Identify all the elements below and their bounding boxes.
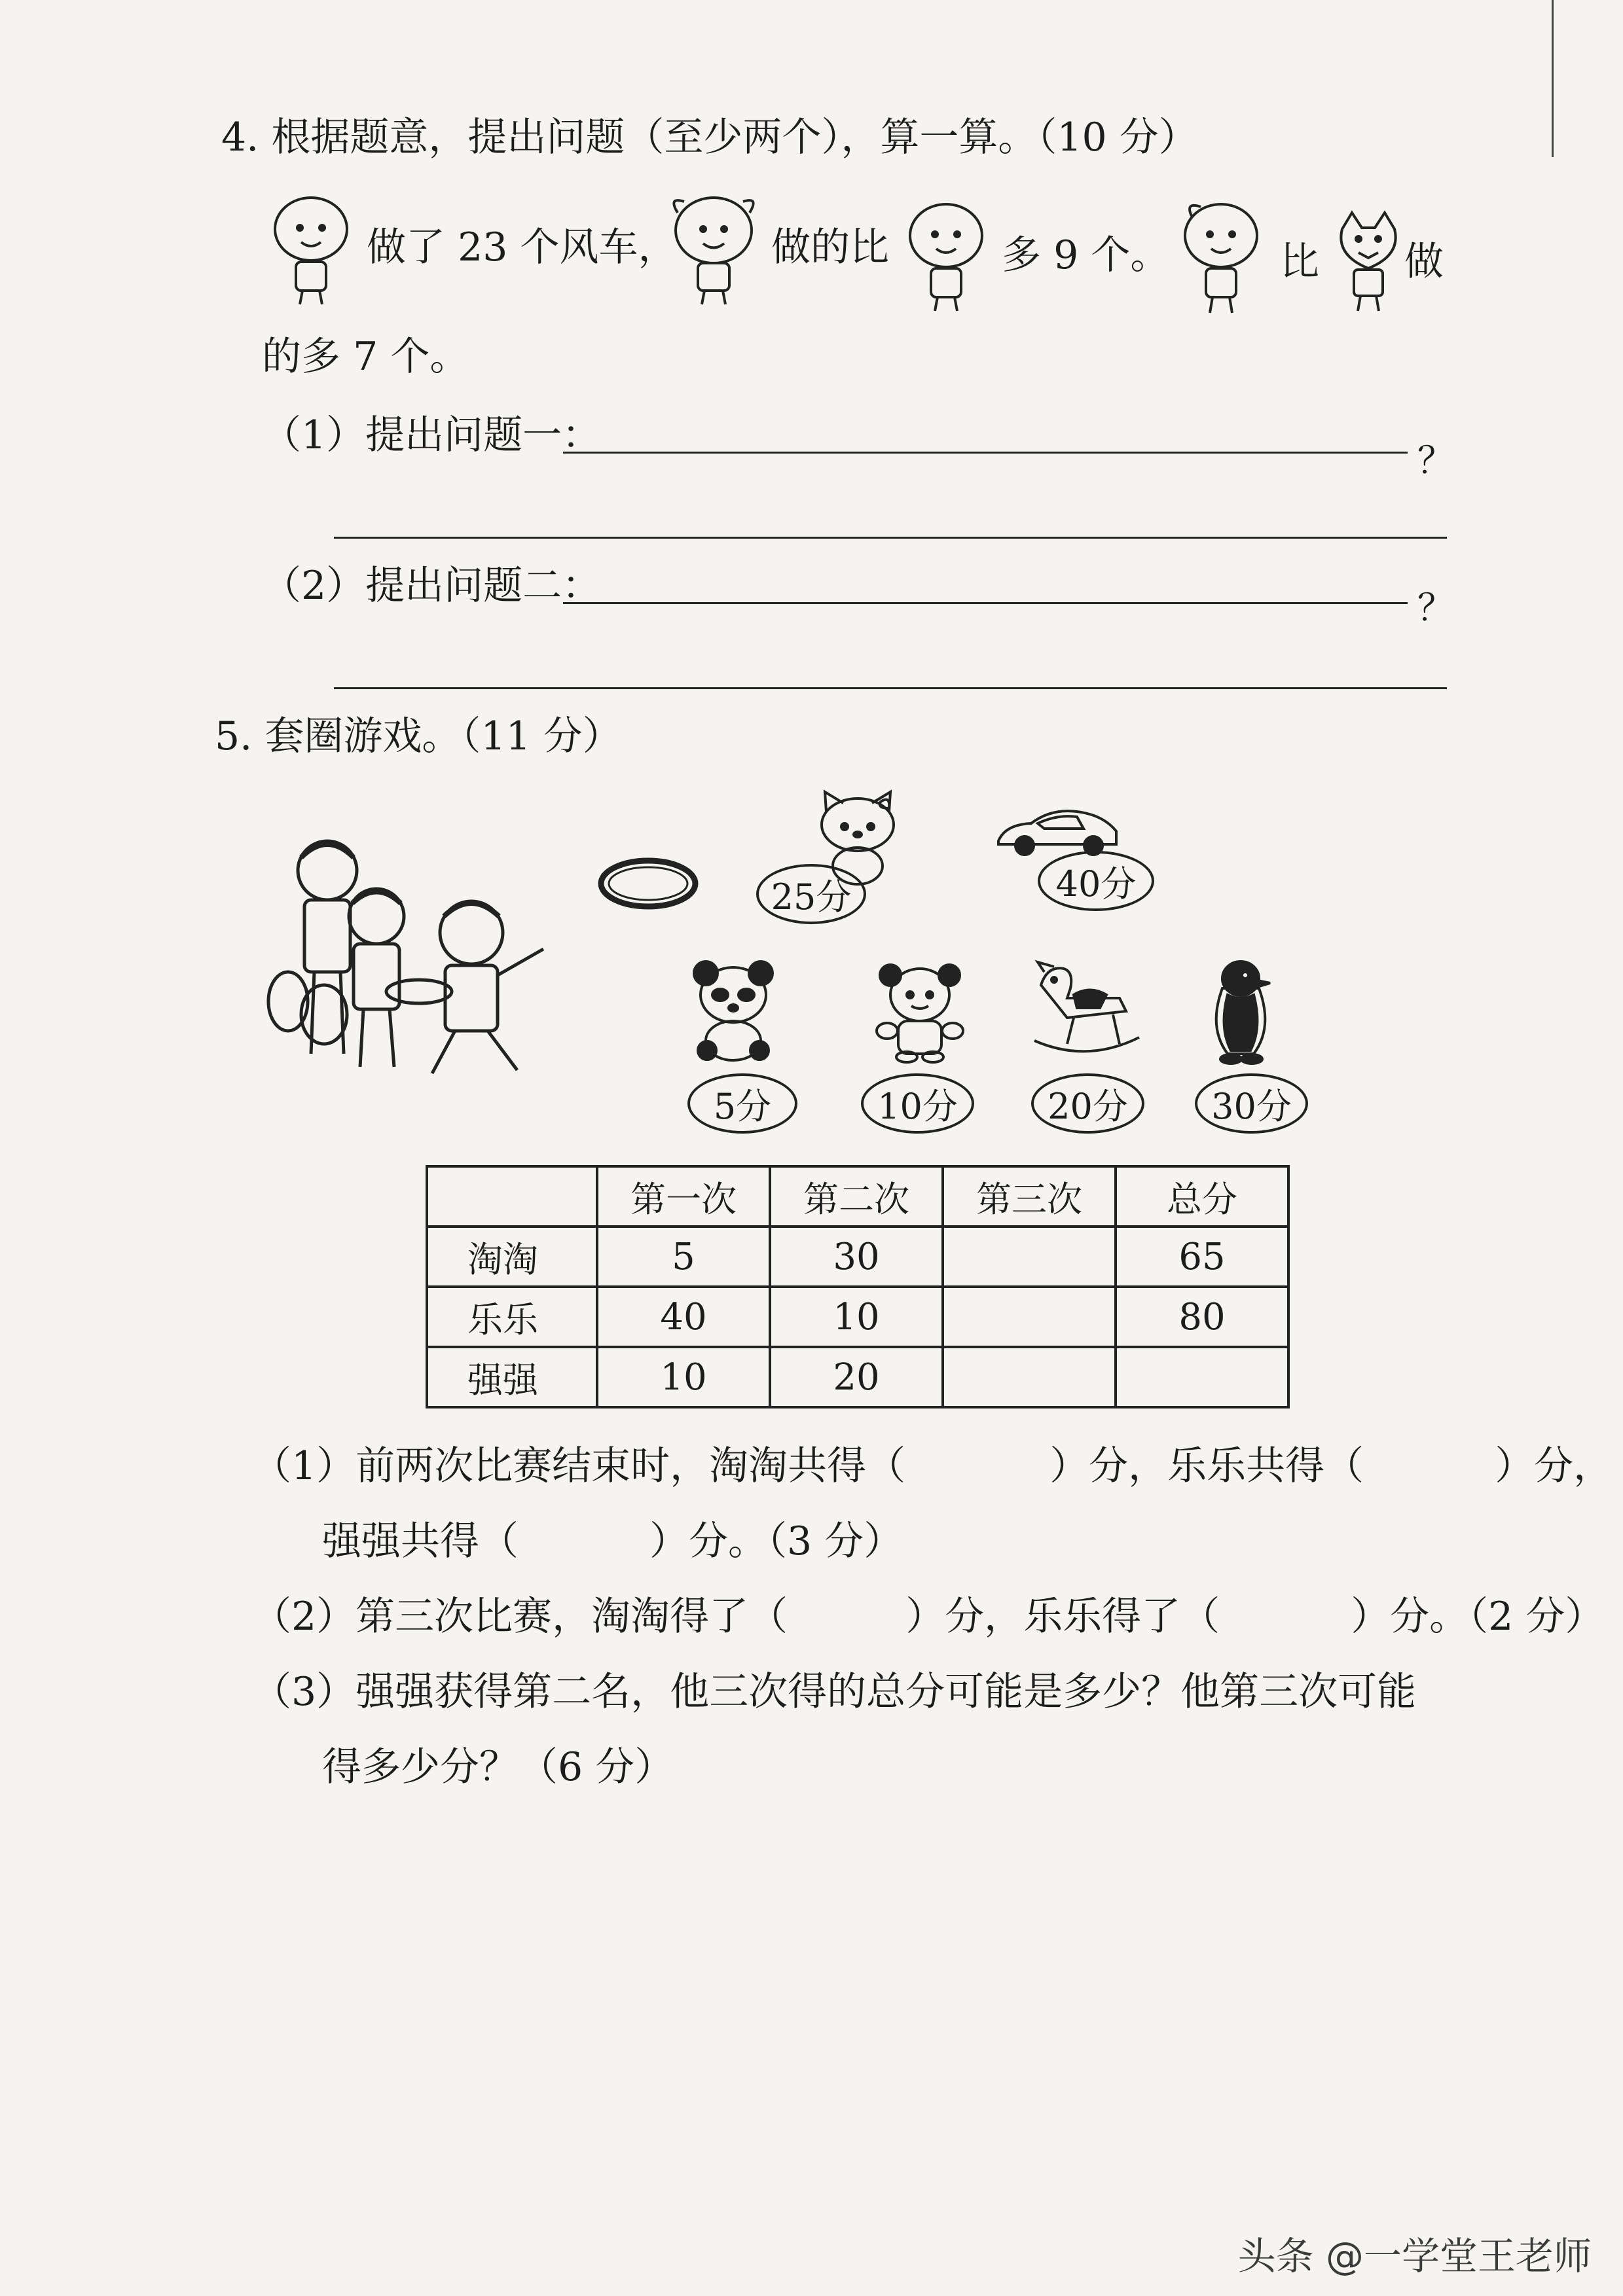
table-row <box>427 1227 1288 1287</box>
q4-sub1-answer-line-1[interactable] <box>563 452 1408 454</box>
q5-sub1-line2 <box>322 1518 903 1564</box>
table-header-row <box>427 1166 1288 1227</box>
q5-sub1-text-a: （1）前两次比赛结束时，淘淘共得（ <box>252 1443 906 1489</box>
q5-sub2-text-b: ）分，乐乐得了（ <box>905 1594 1220 1640</box>
q4-text-a: 做了 23 个风车， <box>367 224 678 270</box>
thrown-ring-icon <box>596 854 701 913</box>
q5-sub1-text-e: ）分。（3 分） <box>649 1518 903 1564</box>
q4-text-e: 做 <box>1404 239 1444 285</box>
table-cell-blank[interactable] <box>1116 1347 1288 1407</box>
q4-sub2-question-mark: ？ <box>1417 587 1454 630</box>
q4-text-b: 做的比 <box>771 224 889 270</box>
table-row-name: 强强 <box>427 1347 597 1407</box>
table-cell-blank[interactable] <box>943 1287 1116 1347</box>
q5-sub1-text-d: 强强共得（ <box>322 1518 519 1564</box>
table-cell: 30 <box>770 1227 943 1287</box>
table-header-cell: 第二次 <box>770 1166 943 1227</box>
prize-badge-25: 25分 <box>756 864 866 924</box>
rocking-horse-prize-icon <box>1028 959 1146 1064</box>
doll-prize-icon <box>871 959 969 1064</box>
q4-text-d: 比 <box>1280 239 1319 285</box>
table-header-cell: 第三次 <box>943 1166 1116 1227</box>
penguin-prize-icon <box>1205 956 1277 1067</box>
q4-sub1-question-mark: ？ <box>1417 440 1454 482</box>
q5-sub2-line <box>252 1594 1605 1640</box>
table-header-cell: 总分 <box>1116 1166 1288 1227</box>
table-row <box>427 1287 1288 1347</box>
prize-badge-20: 20分 <box>1031 1073 1144 1134</box>
q4-sub1-label: （1）提出问题一： <box>262 412 602 458</box>
prize-badge-40: 40分 <box>1038 851 1154 911</box>
table-cell: 65 <box>1116 1227 1288 1287</box>
table-cell-blank[interactable] <box>943 1227 1116 1287</box>
score-table <box>426 1165 1290 1408</box>
q4-title: 4. 根据题意，提出问题（至少两个），算一算。（10 分） <box>221 115 1198 160</box>
q5-sub3-line1: （3）强强获得第二名，他三次得的总分可能是多少？他第三次可能 <box>252 1669 1417 1715</box>
table-header-cell <box>427 1166 597 1227</box>
prize-badge-30: 30分 <box>1195 1073 1308 1134</box>
sheep-character-3-icon <box>897 196 995 314</box>
prize-badge-10: 10分 <box>861 1073 974 1134</box>
q5-sub1-text-b: ）分，乐乐共得（ <box>1049 1443 1364 1489</box>
prize-badge-5: 5分 <box>687 1073 797 1134</box>
panda-prize-icon <box>687 959 779 1064</box>
table-header-cell: 第一次 <box>597 1166 770 1227</box>
q4-sub1-answer-line-2[interactable] <box>334 537 1447 539</box>
table-row-name: 淘淘 <box>427 1227 597 1287</box>
q5-sub2-text-c: ）分。（2 分） <box>1351 1594 1605 1640</box>
q5-sub3-line2: 得多少分？（6 分） <box>322 1744 674 1790</box>
q4-text-f: 的多 7 个。 <box>262 334 469 380</box>
table-cell: 5 <box>597 1227 770 1287</box>
binding-margin-line <box>1552 0 1554 157</box>
table-cell: 10 <box>770 1287 943 1347</box>
table-cell: 10 <box>597 1347 770 1407</box>
table-cell: 80 <box>1116 1287 1288 1347</box>
q5-sub1-line1 <box>252 1443 1613 1489</box>
q4-sub2-answer-line-2[interactable] <box>334 687 1447 689</box>
q5-title: 5. 套圈游戏。（11 分） <box>215 713 622 759</box>
q4-text-c: 多 9 个。 <box>1002 232 1170 278</box>
wolf-character-icon <box>1329 209 1408 314</box>
table-row-name: 乐乐 <box>427 1287 597 1347</box>
sheep-character-4-icon <box>1172 196 1270 317</box>
table-cell: 20 <box>770 1347 943 1407</box>
sheep-character-1-icon <box>262 190 360 308</box>
table-cell-blank[interactable] <box>943 1347 1116 1407</box>
sheep-character-2-icon <box>661 190 766 308</box>
watermark: 头条 @一学堂王老师 <box>1237 2234 1592 2278</box>
q4-sub2-label: （2）提出问题二： <box>262 563 602 609</box>
table-row <box>427 1347 1288 1407</box>
q4-sub2-answer-line-1[interactable] <box>563 602 1408 604</box>
table-cell: 40 <box>597 1287 770 1347</box>
q5-sub1-text-c: ）分， <box>1495 1443 1613 1489</box>
q5-sub2-text-a: （2）第三次比赛，淘淘得了（ <box>252 1594 788 1640</box>
kids-throwing-rings-illustration <box>249 818 556 1080</box>
